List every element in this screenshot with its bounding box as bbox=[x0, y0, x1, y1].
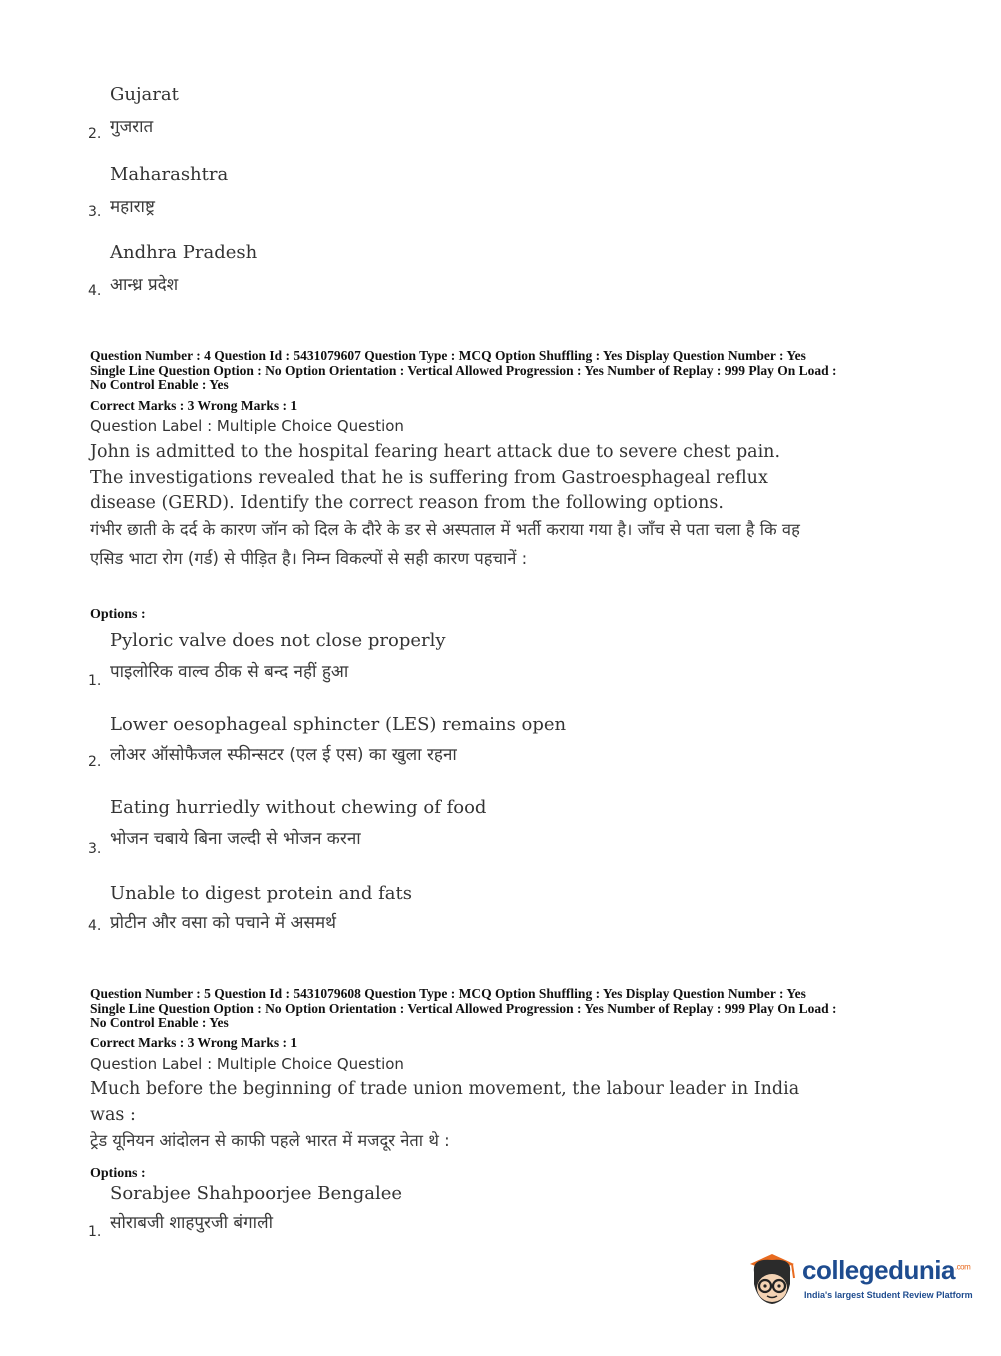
question-5-text-hi: ट्रेड यूनियन आंदोलन से काफी पहले भारत में मजदूर नेता थे : bbox=[90, 1131, 450, 1150]
meta-line: No Control Enable : Yes bbox=[90, 1015, 229, 1030]
option-number: 1. bbox=[88, 1224, 102, 1240]
meta-line: Single Line Question Option : No Option Orientation : Vertical Allowed Progression : Yes Number of Replay : 999 Play On Load : bbox=[90, 1000, 837, 1016]
question-4-marks: Correct Marks : 3 Wrong Marks : 1 bbox=[90, 398, 298, 413]
option-text-en: Sorabjee Shahpoorjee Bengalee bbox=[110, 1183, 403, 1204]
option-number: 4. bbox=[88, 283, 102, 299]
option-text-hi: सोराबजी शाहपुरजी बंगाली bbox=[110, 1213, 274, 1233]
collegedunia-logo bbox=[742, 1250, 972, 1310]
option-number: 2. bbox=[88, 754, 102, 770]
option-number: 3. bbox=[88, 841, 102, 857]
option-text-en: Gujarat bbox=[110, 84, 179, 105]
option-text-en: Pyloric valve does not close properly bbox=[110, 630, 446, 651]
question-4-options-label: Options : bbox=[90, 607, 146, 622]
question-4-text-en: John is admitted to the hospital fearing heart attack due to severe chest pain. The investigations revealed that he is suffering from Gastroesphageal reflux disease (GERD). Identify the correct reason from the following options. bbox=[90, 442, 781, 513]
question-5-text-en: Much before the beginning of trade union movement, the labour leader in India was : bbox=[90, 1079, 800, 1125]
question-5-marks: Correct Marks : 3 Wrong Marks : 1 bbox=[90, 1035, 298, 1050]
option-text-hi: लोअर ऑसोफैजल स्फीन्सटर (एल ई एस) का खुला रहना bbox=[110, 745, 457, 765]
meta-line: Question Number : 4 Question Id : 5431079607 Question Type : MCQ Option Shuffling : Yes Display Question Number : Yes bbox=[90, 348, 806, 363]
meta-line: Question Number : 5 Question Id : 5431079608 Question Type : MCQ Option Shuffling : Yes Display Question Number : Yes bbox=[90, 986, 806, 1001]
question-4-meta bbox=[90, 349, 920, 393]
option-text-hi: आन्ध्र प्रदेश bbox=[110, 275, 179, 295]
option-text-en: Andhra Pradesh bbox=[110, 242, 258, 263]
option-number: 3. bbox=[88, 204, 102, 220]
logo-tagline: India's largest Student Review Platform bbox=[804, 1290, 973, 1300]
option-number: 2. bbox=[88, 126, 102, 142]
option-text-hi: प्रोटीन और वसा को पचाने में असमर्थ bbox=[110, 913, 337, 933]
question-5-label: Question Label : Multiple Choice Question bbox=[90, 1055, 404, 1073]
question-4-text-hi: गंभीर छाती के दर्द के कारण जॉन को दिल के दौरे के डर से अस्पताल में भर्ती कराया गया है। जाँच से पता चला है कि वह एसिड भाटा रोग (गर्ड) से पीड़ित है। निम्न विकल्पों से सही कारण पहचानें : bbox=[90, 520, 800, 568]
option-text-hi: पाइलोरिक वाल्व ठीक से बन्द नहीं हुआ bbox=[110, 662, 349, 682]
logo-wordmark: collegedunia$^{.com}$ bbox=[802, 1255, 971, 1285]
meta-line: No Control Enable : Yes bbox=[90, 377, 229, 392]
option-number: 4. bbox=[88, 918, 102, 934]
option-text-hi: गुजरात bbox=[110, 117, 154, 137]
meta-line: Single Line Question Option : No Option Orientation : Vertical Allowed Progression : Yes Number of Replay : 999 Play On Load : bbox=[90, 362, 837, 378]
question-5-options-label: Options : bbox=[90, 1166, 146, 1181]
option-text-en: Unable to digest protein and fats bbox=[110, 883, 412, 904]
option-text-en: Eating hurriedly without chewing of food bbox=[110, 797, 487, 818]
option-number: 1. bbox=[88, 673, 102, 689]
option-text-en: Maharashtra bbox=[110, 164, 229, 185]
option-text-en: Lower oesophageal sphincter (LES) remains open bbox=[110, 714, 567, 735]
option-text-hi: महाराष्ट्र bbox=[110, 197, 155, 217]
question-5-meta bbox=[90, 987, 920, 1031]
option-text-hi: भोजन चबाये बिना जल्दी से भोजन करना bbox=[110, 829, 361, 849]
question-4-label: Question Label : Multiple Choice Question bbox=[90, 417, 404, 435]
mascot-icon bbox=[742, 1250, 802, 1310]
